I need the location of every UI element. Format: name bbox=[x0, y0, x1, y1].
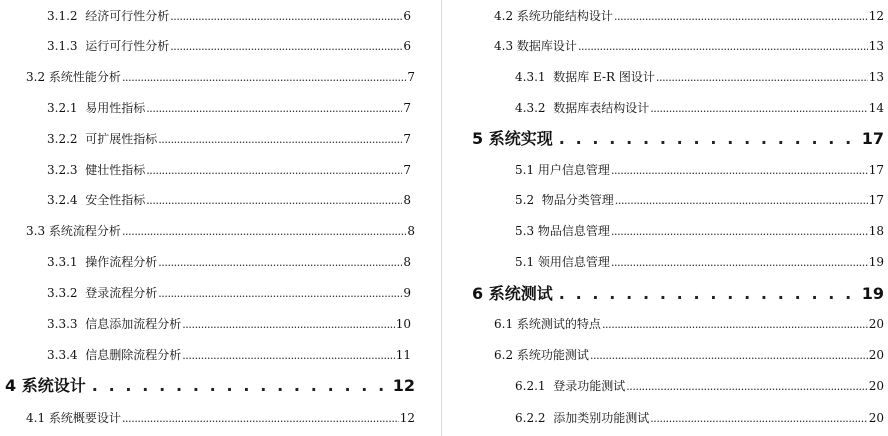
toc-entry-page: 7 bbox=[403, 132, 411, 146]
toc-entry-page: 7 bbox=[407, 70, 415, 84]
toc-entry-number: 6.2.2 bbox=[515, 411, 546, 425]
toc-entry-page: 17 bbox=[868, 163, 884, 177]
dot-leader bbox=[611, 224, 868, 240]
toc-entry[interactable] bbox=[515, 410, 884, 427]
dot-leader bbox=[182, 348, 395, 364]
toc-entry-number: 5.2 bbox=[515, 193, 535, 207]
toc-entry-page: 10 bbox=[395, 317, 411, 331]
dot-leader bbox=[626, 379, 868, 395]
toc-entry-page: 18 bbox=[868, 224, 884, 238]
toc-entry-title: 用户信息管理 bbox=[537, 163, 610, 177]
toc-entry[interactable] bbox=[47, 192, 411, 209]
toc-entry-title: 系统概要设计 bbox=[48, 411, 121, 425]
toc-entry[interactable] bbox=[47, 316, 411, 333]
toc-entry-title: 信息删除流程分析 bbox=[85, 348, 182, 362]
dot-leader bbox=[146, 193, 402, 209]
toc-page-left bbox=[0, 0, 441, 436]
toc-entry-page: 6 bbox=[403, 9, 411, 23]
toc-chapter-entry[interactable] bbox=[472, 129, 884, 149]
toc-entry-number: 3.2.1 bbox=[47, 101, 78, 115]
toc-entry[interactable] bbox=[494, 316, 884, 333]
toc-entry[interactable] bbox=[515, 69, 884, 86]
toc-entry-page: 7 bbox=[403, 163, 411, 177]
toc-entry-number: 5.1 bbox=[515, 255, 535, 269]
toc-entry-page: 19 bbox=[868, 255, 884, 269]
toc-entry-title: 登录流程分析 bbox=[85, 286, 158, 300]
toc-entry-number: 3.3.3 bbox=[47, 317, 78, 331]
toc-entry[interactable] bbox=[494, 38, 884, 55]
toc-entry[interactable] bbox=[47, 285, 411, 302]
toc-entry-page: 8 bbox=[407, 224, 415, 238]
toc-entry-number: 6 bbox=[472, 284, 484, 303]
toc-entry-number: 3.1.2 bbox=[47, 9, 78, 23]
toc-entry-title: 登录功能测试 bbox=[553, 379, 626, 393]
toc-entry-number: 3.2.3 bbox=[47, 163, 78, 177]
toc-entry[interactable] bbox=[26, 69, 415, 86]
toc-entry-title: 可扩展性指标 bbox=[85, 132, 158, 146]
toc-entry-number: 5.3 bbox=[515, 224, 535, 238]
toc-entry-page: 7 bbox=[403, 101, 411, 115]
dot-leader bbox=[158, 132, 402, 148]
toc-entry-page: 12 bbox=[392, 376, 415, 395]
dot-leader bbox=[578, 39, 868, 55]
dot-leader bbox=[170, 39, 402, 55]
toc-entry-number: 3.2 bbox=[26, 70, 46, 84]
toc-entry[interactable] bbox=[26, 410, 415, 427]
toc-entry-title: 数据库设计 bbox=[516, 39, 577, 53]
toc-entry-title: 系统实现 bbox=[488, 129, 553, 148]
toc-entry-page: 13 bbox=[868, 39, 884, 53]
toc-entry-number: 3.3 bbox=[26, 224, 46, 238]
toc-entry[interactable] bbox=[47, 254, 411, 271]
toc-entry-page: 6 bbox=[403, 39, 411, 53]
dot-leader bbox=[92, 376, 387, 396]
dot-leader bbox=[122, 411, 399, 427]
toc-entry-page: 20 bbox=[868, 411, 884, 425]
dot-leader bbox=[158, 255, 402, 271]
toc-entry-title: 数据库 E-R 图设计 bbox=[553, 70, 655, 84]
dot-leader bbox=[602, 317, 868, 333]
toc-entry-title: 系统流程分析 bbox=[48, 224, 121, 238]
toc-entry-page: 9 bbox=[403, 286, 411, 300]
dot-leader bbox=[146, 163, 402, 179]
toc-entry-page: 17 bbox=[861, 129, 884, 148]
toc-entry-number: 5.1 bbox=[515, 163, 535, 177]
toc-entry-title: 领用信息管理 bbox=[537, 255, 610, 269]
dot-leader bbox=[559, 129, 856, 149]
toc-entry[interactable] bbox=[47, 100, 411, 117]
toc-entry[interactable] bbox=[47, 8, 411, 25]
dot-leader bbox=[122, 224, 406, 240]
toc-entry-number: 4.2 bbox=[494, 9, 514, 23]
toc-entry-title: 信息添加流程分析 bbox=[85, 317, 182, 331]
toc-entry[interactable] bbox=[26, 223, 415, 240]
dot-leader bbox=[146, 101, 402, 117]
toc-entry-title: 物品分类管理 bbox=[541, 193, 614, 207]
toc-chapter-entry[interactable] bbox=[5, 376, 415, 396]
toc-entry-title: 系统测试的特点 bbox=[516, 317, 601, 331]
toc-entry-title: 添加类别功能测试 bbox=[553, 411, 650, 425]
toc-entry-title: 系统功能结构设计 bbox=[516, 9, 613, 23]
toc-entry-title: 物品信息管理 bbox=[537, 224, 610, 238]
dot-leader bbox=[170, 9, 402, 25]
toc-chapter-entry[interactable] bbox=[472, 284, 884, 304]
dot-leader bbox=[650, 101, 868, 117]
toc-entry-number: 5 bbox=[472, 129, 484, 148]
toc-entry-page: 20 bbox=[868, 379, 884, 393]
dot-leader bbox=[650, 411, 868, 427]
toc-entry-page: 12 bbox=[399, 411, 415, 425]
toc-entry[interactable] bbox=[515, 223, 884, 240]
toc-entry[interactable] bbox=[515, 192, 884, 209]
toc-entry[interactable] bbox=[47, 38, 411, 55]
toc-entry-title: 数据库表结构设计 bbox=[553, 101, 650, 115]
dot-leader bbox=[656, 70, 868, 86]
toc-entry-title: 系统测试 bbox=[488, 284, 553, 303]
toc-entry-page: 20 bbox=[868, 317, 884, 331]
toc-entry-number: 3.2.2 bbox=[47, 132, 78, 146]
toc-entry-number: 4 bbox=[5, 376, 17, 395]
toc-entry-number: 3.3.1 bbox=[47, 255, 78, 269]
toc-entry-page: 12 bbox=[868, 9, 884, 23]
toc-entry[interactable] bbox=[47, 162, 411, 179]
toc-entry-page: 19 bbox=[861, 284, 884, 303]
dot-leader bbox=[590, 348, 868, 364]
toc-entry[interactable] bbox=[494, 347, 884, 364]
toc-entry-page: 11 bbox=[395, 348, 411, 362]
dot-leader bbox=[182, 317, 395, 333]
toc-entry-title: 易用性指标 bbox=[85, 101, 146, 115]
toc-entry-number: 3.2.4 bbox=[47, 193, 78, 207]
toc-entry-number: 3.1.3 bbox=[47, 39, 78, 53]
toc-entry[interactable] bbox=[515, 162, 884, 179]
toc-entry-title: 健壮性指标 bbox=[85, 163, 146, 177]
toc-entry[interactable] bbox=[494, 8, 884, 25]
dot-leader bbox=[611, 255, 868, 271]
toc-entry-number: 6.1 bbox=[494, 317, 514, 331]
dot-leader bbox=[614, 9, 868, 25]
toc-entry[interactable] bbox=[515, 100, 884, 117]
toc-entry[interactable] bbox=[515, 378, 884, 395]
dot-leader bbox=[158, 286, 402, 302]
toc-entry-number: 3.3.2 bbox=[47, 286, 78, 300]
toc-entry-page: 8 bbox=[403, 193, 411, 207]
toc-entry-number: 6.2 bbox=[494, 348, 514, 362]
toc-entry-number: 6.2.1 bbox=[515, 379, 546, 393]
toc-entry-number: 4.3.1 bbox=[515, 70, 546, 84]
toc-entry-page: 14 bbox=[868, 101, 884, 115]
toc-entry-number: 4.3.2 bbox=[515, 101, 546, 115]
toc-entry-page: 20 bbox=[868, 348, 884, 362]
toc-entry-page: 17 bbox=[868, 193, 884, 207]
toc-entry[interactable] bbox=[515, 254, 884, 271]
toc-entry-number: 4.3 bbox=[494, 39, 514, 53]
toc-page-right bbox=[442, 0, 888, 436]
toc-entry-title: 系统设计 bbox=[21, 376, 86, 395]
toc-entry[interactable] bbox=[47, 347, 411, 364]
dot-leader bbox=[615, 193, 868, 209]
toc-entry-title: 操作流程分析 bbox=[85, 255, 158, 269]
toc-entry[interactable] bbox=[47, 131, 411, 148]
toc-entry-page: 8 bbox=[403, 255, 411, 269]
toc-entry-title: 系统性能分析 bbox=[48, 70, 121, 84]
dot-leader bbox=[559, 284, 856, 304]
toc-entry-number: 4.1 bbox=[26, 411, 46, 425]
toc-entry-title: 系统功能测试 bbox=[516, 348, 589, 362]
toc-entry-page: 13 bbox=[868, 70, 884, 84]
dot-leader bbox=[611, 163, 868, 179]
toc-entry-number: 3.3.4 bbox=[47, 348, 78, 362]
toc-entry-title: 安全性指标 bbox=[85, 193, 146, 207]
toc-entry-title: 运行可行性分析 bbox=[85, 39, 170, 53]
toc-entry-title: 经济可行性分析 bbox=[85, 9, 170, 23]
dot-leader bbox=[122, 70, 406, 86]
